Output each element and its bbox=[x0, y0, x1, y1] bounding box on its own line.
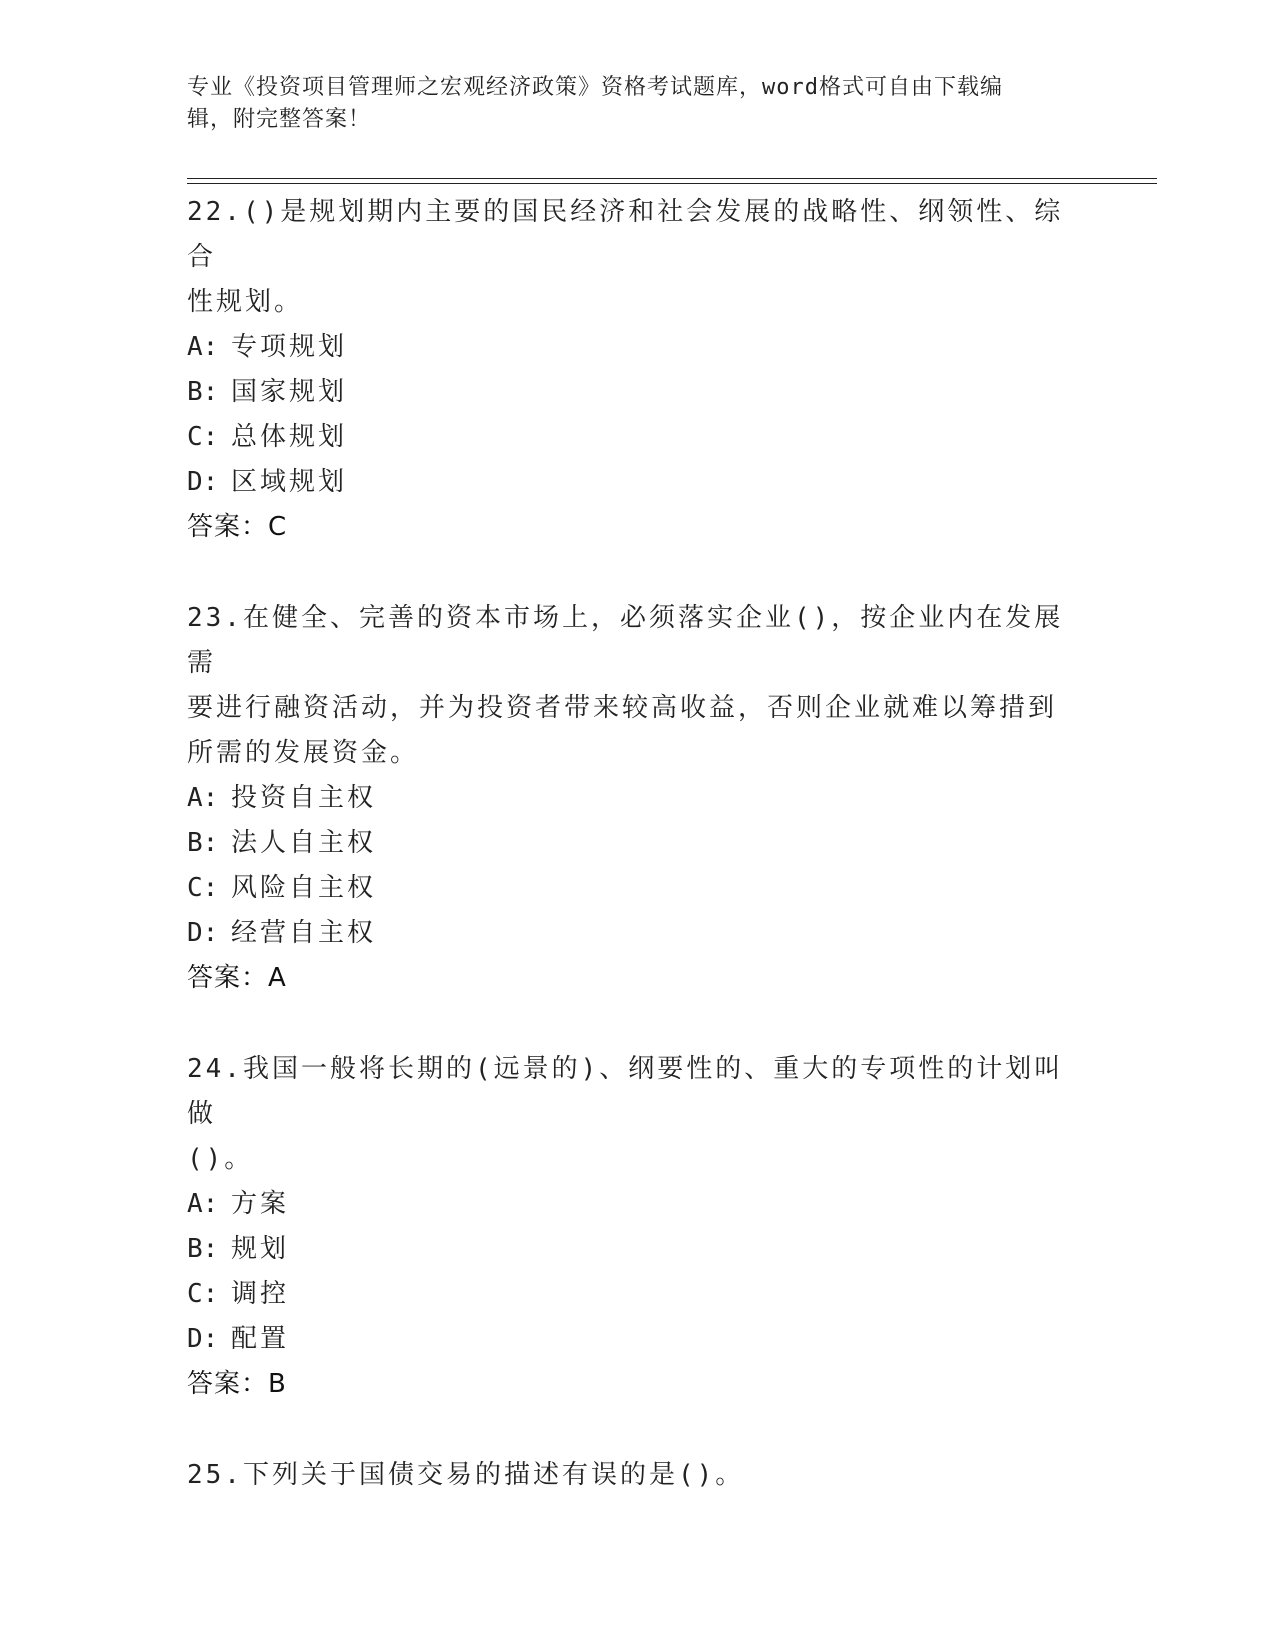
option-b bbox=[187, 370, 1077, 415]
question-stem-line: 24.我国一般将长期的(远景的)、纲要性的、重大的专项性的计划叫做 bbox=[187, 1054, 1064, 1129]
question-spacer bbox=[187, 550, 1077, 594]
question-spacer bbox=[187, 1001, 1077, 1045]
header-divider-bottom bbox=[187, 183, 1157, 184]
question-stem-line: 22.()是规划期内主要的国民经济和社会发展的战略性、纲领性、综合 bbox=[187, 197, 1064, 272]
option-letter: C: bbox=[187, 422, 219, 452]
option-letter: A: bbox=[187, 783, 219, 813]
option-text: 投资自主权 bbox=[231, 783, 377, 813]
question-stem-line: ()。 bbox=[187, 1144, 254, 1174]
option-a bbox=[187, 325, 1077, 370]
option-c bbox=[187, 866, 1077, 911]
option-text: 规划 bbox=[231, 1234, 290, 1264]
option-b bbox=[187, 821, 1077, 866]
option-letter: B: bbox=[187, 377, 219, 407]
question-25 bbox=[187, 1453, 1077, 1498]
option-c bbox=[187, 1272, 1077, 1317]
option-d bbox=[187, 460, 1077, 505]
question-stem-line: 所需的发展资金。 bbox=[187, 738, 420, 768]
option-text: 法人自主权 bbox=[231, 828, 377, 858]
option-b bbox=[187, 1227, 1077, 1272]
header-line-1: 专业《投资项目管理师之宏观经济政策》资格考试题库，word格式可自由下载编 bbox=[187, 75, 1003, 100]
question-24 bbox=[187, 1047, 1077, 1407]
option-d bbox=[187, 911, 1077, 956]
answer-line: 答案：C bbox=[187, 512, 288, 542]
question-stem bbox=[187, 1047, 1077, 1182]
document-header bbox=[187, 72, 1067, 136]
option-a bbox=[187, 776, 1077, 821]
header-line-2: 辑，附完整答案！ bbox=[187, 107, 372, 132]
option-letter: A: bbox=[187, 332, 219, 362]
option-text: 经营自主权 bbox=[231, 918, 377, 948]
option-letter: D: bbox=[187, 918, 219, 948]
question-stem-line: 要进行融资活动，并为投资者带来较高收益，否则企业就难以筹措到 bbox=[187, 693, 1058, 723]
question-stem bbox=[187, 1453, 1077, 1498]
option-text: 方案 bbox=[231, 1189, 290, 1219]
option-text: 区域规划 bbox=[231, 467, 348, 497]
option-text: 总体规划 bbox=[231, 422, 348, 452]
option-a bbox=[187, 1182, 1077, 1227]
question-spacer bbox=[187, 1407, 1077, 1451]
option-letter: D: bbox=[187, 467, 219, 497]
option-d bbox=[187, 1317, 1077, 1362]
question-stem bbox=[187, 190, 1077, 325]
option-text: 国家规划 bbox=[231, 377, 348, 407]
option-text: 专项规划 bbox=[231, 332, 348, 362]
option-text: 风险自主权 bbox=[231, 873, 377, 903]
answer-line: 答案：A bbox=[187, 963, 287, 993]
question-stem-line: 25.下列关于国债交易的描述有误的是()。 bbox=[187, 1460, 745, 1490]
question-stem-line: 性规划。 bbox=[187, 287, 304, 317]
question-22 bbox=[187, 190, 1077, 550]
option-text: 配置 bbox=[231, 1324, 290, 1354]
option-letter: C: bbox=[187, 873, 219, 903]
option-c bbox=[187, 415, 1077, 460]
option-letter: D: bbox=[187, 1324, 219, 1354]
question-list bbox=[187, 188, 1077, 1498]
header-divider-top bbox=[187, 178, 1157, 179]
option-letter: A: bbox=[187, 1189, 219, 1219]
option-letter: B: bbox=[187, 828, 219, 858]
question-stem-line: 23.在健全、完善的资本市场上，必须落实企业()，按企业内在发展需 bbox=[187, 603, 1064, 678]
answer-line: 答案：B bbox=[187, 1369, 287, 1399]
option-letter: C: bbox=[187, 1279, 219, 1309]
question-stem bbox=[187, 596, 1077, 776]
option-text: 调控 bbox=[231, 1279, 290, 1309]
option-letter: B: bbox=[187, 1234, 219, 1264]
question-23 bbox=[187, 596, 1077, 1001]
